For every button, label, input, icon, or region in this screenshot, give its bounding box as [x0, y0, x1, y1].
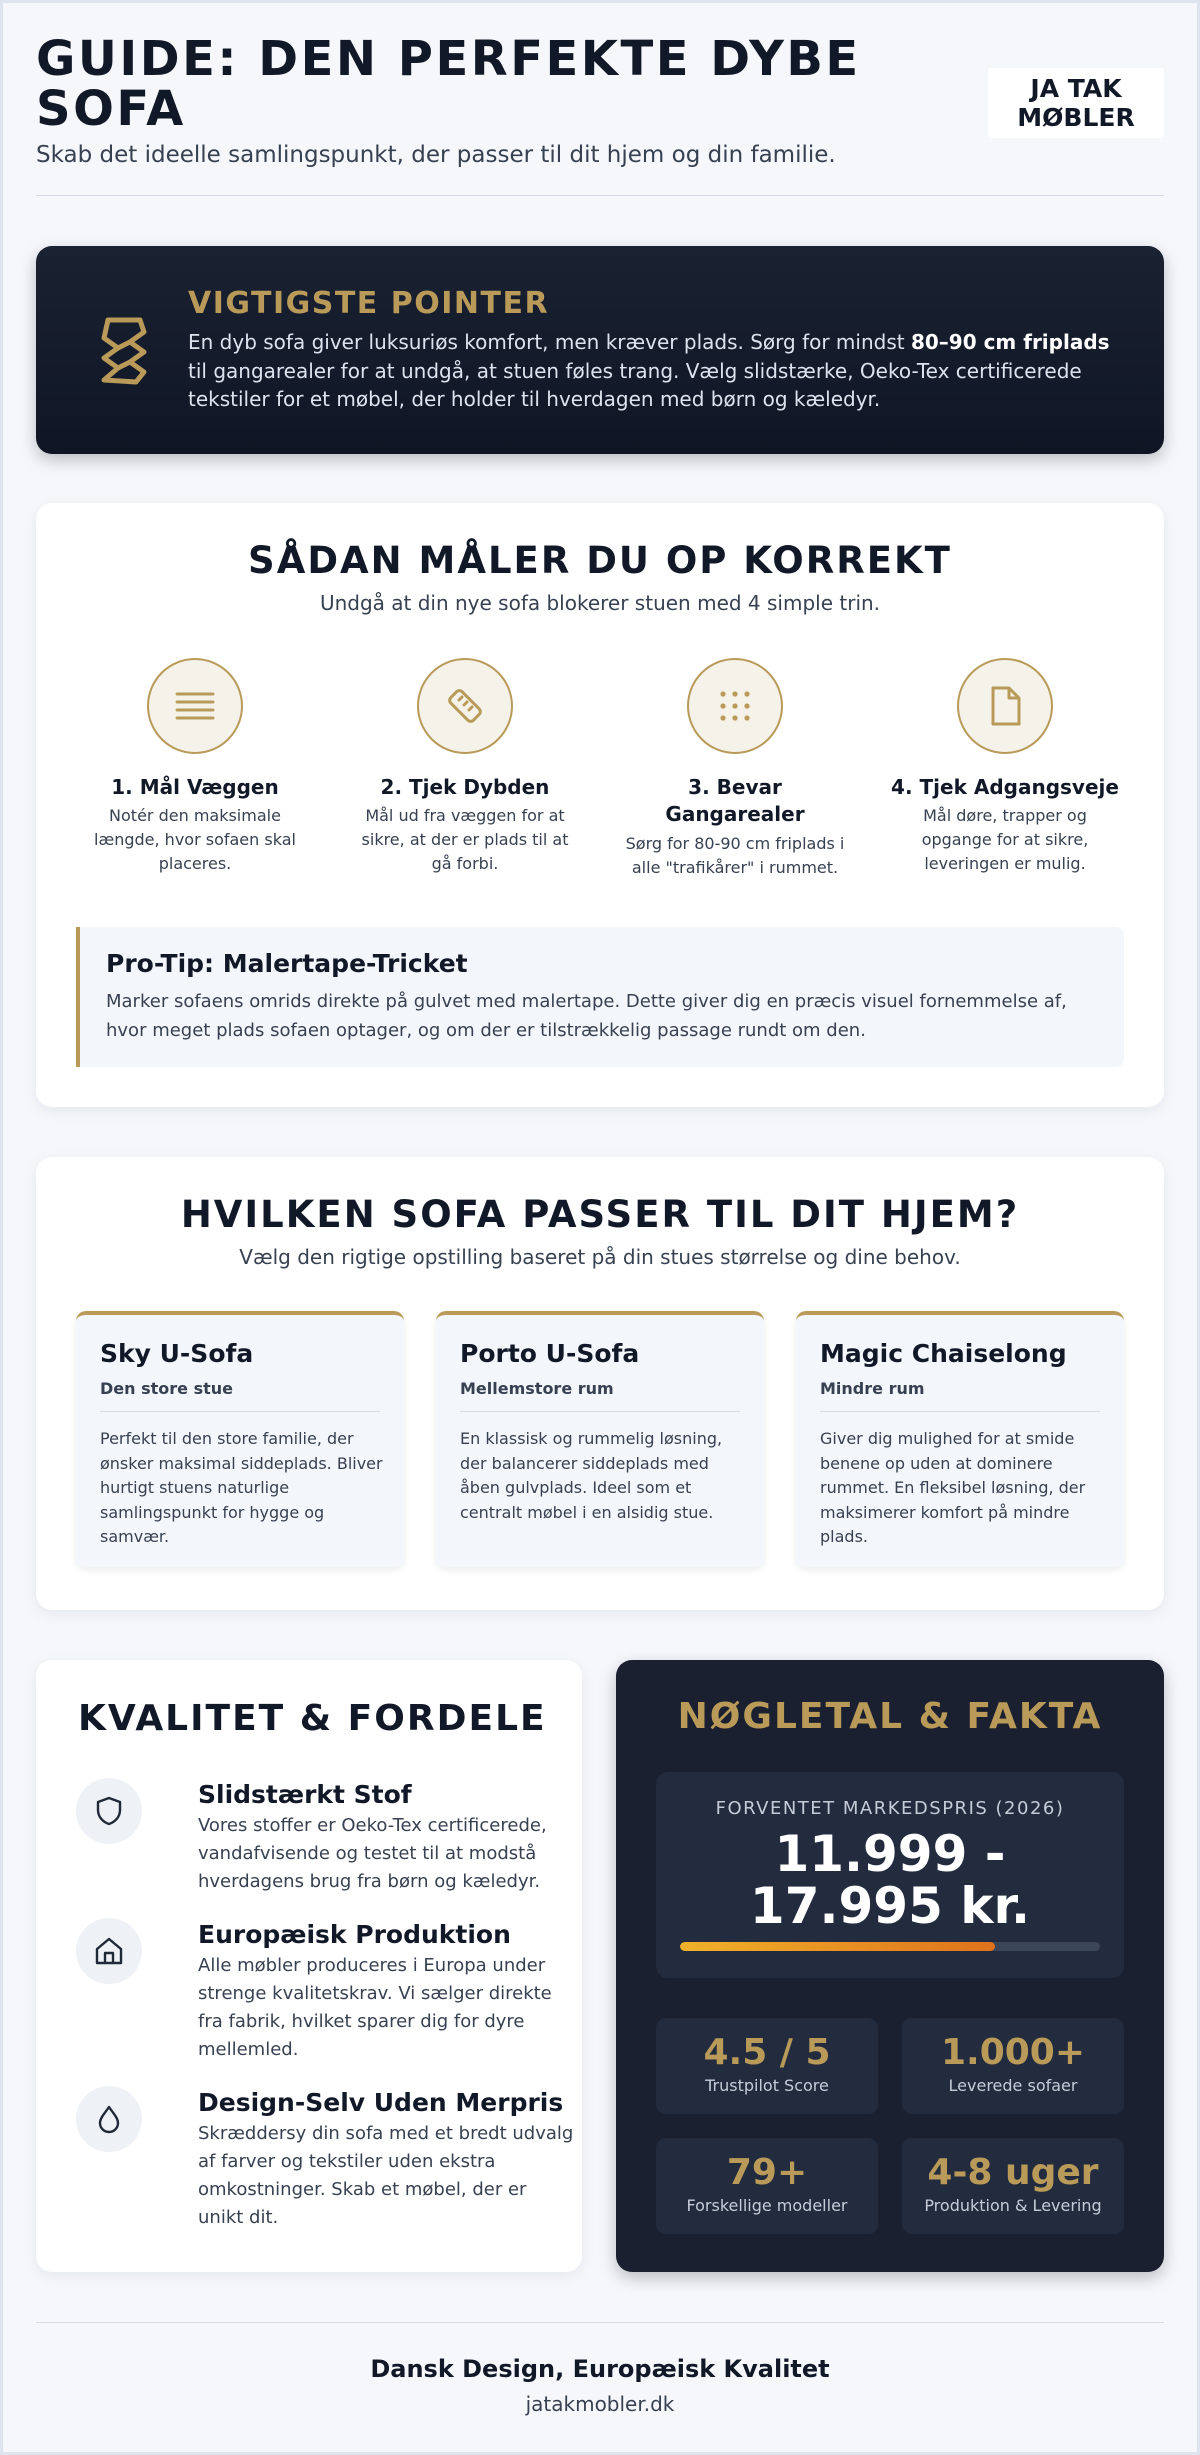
- step-desc: Mål døre, trapper og opgange for at sikre, leveringen er mulig.: [921, 806, 1089, 873]
- step-2: [350, 658, 580, 878]
- key-text-bold: 80–90 cm friplads: [910, 330, 1110, 354]
- price-value: [656, 1825, 1124, 1935]
- price-line-1: 11.999 -: [774, 1825, 1006, 1883]
- stat-value: 4-8 uger: [927, 2152, 1099, 2193]
- sofa-room: Mindre rum: [820, 1379, 925, 1398]
- price-line-2: 17.995 kr.: [749, 1877, 1031, 1935]
- sofa-card-porto[interactable]: [436, 1311, 764, 1567]
- quality-item-title: Design-Selv Uden Merpris: [198, 2088, 564, 2117]
- measure-subtitle: Undgå at din nye sofa blokerer stuen med 4 simple trin.: [319, 591, 881, 615]
- sofa-card-magic[interactable]: [796, 1311, 1124, 1567]
- sofa-name: Sky U-Sofa: [100, 1339, 254, 1368]
- step-desc: Mål ud fra væggen for at sikre, at der er plads til at gå forbi.: [361, 806, 569, 873]
- stat-models: [656, 2138, 878, 2234]
- step-4: [890, 658, 1120, 878]
- sofa-desc: Giver dig mulighed for at smide benene op uden at dominere rummet. En fleksibel løsning, der maksimerer komfort på mindre plads.: [820, 1429, 1086, 1546]
- key-text-part: til gangarealer for at undgå, at stuen føles trang. Vælg slidstærke, Oeko-Tex certificerede tekstiler for et møbel, der holder til hverdagen med børn og kæledyr.: [188, 358, 1082, 411]
- page-title: GUIDE: DEN PERFEKTE DYBE SOFA: [36, 31, 861, 137]
- logo-line-2: MØBLER: [1017, 103, 1135, 132]
- stat-delivery-time: [902, 2138, 1124, 2234]
- step-1: [80, 658, 310, 878]
- footer-title: Dansk Design, Europæisk Kvalitet: [370, 2355, 830, 2383]
- price-bar-fill: [680, 1942, 995, 1951]
- footer-website-link[interactable]: jatakmobler.dk: [525, 2392, 675, 2416]
- sofa-name: Porto U-Sofa: [460, 1339, 640, 1368]
- shield-icon: [76, 1778, 142, 1844]
- step-title: 3. Bevar Gangarealer: [665, 775, 805, 826]
- sofa-name: Magic Chaiselong: [820, 1339, 1067, 1368]
- price-label: FORVENTET MARKEDSPRIS (2026): [715, 1798, 1065, 1819]
- logo-line-1: JA TAK: [1030, 74, 1122, 103]
- sofa-room: Mellemstore rum: [460, 1379, 614, 1398]
- key-points-box: [36, 246, 1164, 454]
- stat-delivered: [902, 2018, 1124, 2114]
- dot-grid-icon: [687, 658, 783, 754]
- divider: [820, 1411, 1100, 1412]
- document-icon: [957, 658, 1053, 754]
- price-box: [656, 1772, 1124, 1978]
- page-subtitle: Skab det ideelle samlingspunkt, der passer til dit hjem og din familie.: [36, 142, 836, 168]
- header: [36, 31, 1164, 196]
- quality-title: KVALITET & FORDELE: [78, 1698, 547, 1739]
- sofa-desc: Perfekt til den store familie, der ønsker maksimal siddeplads. Bliver hurtigt stuens naturlige samlingspunkt for hygge og samvær.: [100, 1429, 383, 1546]
- quality-item-title: Europæisk Produktion: [198, 1920, 511, 1949]
- sofa-section-subtitle: Vælg den rigtige opstilling baseret på din stues størrelse og dine behov.: [239, 1245, 961, 1269]
- quality-item-fabric: [76, 1778, 556, 1898]
- stats-section: [616, 1660, 1164, 2272]
- measure-section: [36, 503, 1164, 1107]
- step-desc: Sørg for 80-90 cm friplads i alle "trafikårer" i rummet.: [625, 834, 845, 877]
- step-3: [620, 658, 850, 888]
- stat-value: 1.000+: [940, 2032, 1086, 2073]
- drop-icon: [76, 2086, 142, 2152]
- divider: [100, 1411, 380, 1412]
- brand-logo[interactable]: [988, 68, 1164, 138]
- lines-icon: [147, 658, 243, 754]
- stat-label: Leverede sofaer: [948, 2076, 1078, 2095]
- stat-value: 79+: [726, 2152, 808, 2193]
- footer-divider: [36, 2322, 1164, 2323]
- sofa-section: [36, 1157, 1164, 1610]
- step-title: 4. Tjek Adgangsveje: [891, 775, 1119, 799]
- sofa-layers-icon: [84, 310, 164, 390]
- pro-tip-text: Marker sofaens omrids direkte på gulvet med malertape. Dette giver dig en præcis visuel fornemmelse af, hvor meget plads sofaen optager, og om der er tilstrækkelig passage rundt om den.: [106, 991, 1067, 1041]
- key-text-part: En dyb sofa giver luksuriøs komfort, men kræver plads. Sørg for mindst: [188, 330, 911, 354]
- quality-section: [36, 1660, 582, 2272]
- stats-title: NØGLETAL & FAKTA: [677, 1696, 1103, 1737]
- stat-value: 4.5 / 5: [703, 2032, 831, 2073]
- pro-tip-title: Pro-Tip: Malertape-Tricket: [106, 949, 468, 978]
- key-points-text: [188, 328, 1118, 414]
- measure-title: SÅDAN MÅLER DU OP KORREKT: [248, 539, 952, 582]
- pro-tip-box: [76, 927, 1124, 1067]
- sofa-room: Den store stue: [100, 1379, 233, 1398]
- stat-label: Produktion & Levering: [924, 2196, 1102, 2215]
- home-icon: [76, 1918, 142, 1984]
- quality-item-text: Skræddersy din sofa med et bredt udvalg af farver og tekstiler uden ekstra omkostninger. Skab et møbel, der er unikt dit.: [198, 2123, 574, 2228]
- quality-item-text: Vores stoffer er Oeko-Tex certificerede, vandafvisende og testet til at modstå hverdagens brug fra børn og kæledyr.: [198, 1815, 547, 1892]
- sofa-section-title: HVILKEN SOFA PASSER TIL DIT HJEM?: [180, 1193, 1020, 1236]
- step-desc: Notér den maksimale længde, hvor sofaen skal placeres.: [94, 806, 296, 873]
- sofa-desc: En klassisk og rummelig løsning, der balancerer siddeplads med åben gulvplads. Ideel som et centralt møbel i en alsidig stue.: [460, 1429, 723, 1522]
- tape-measure-icon: [417, 658, 513, 754]
- sofa-card-sky[interactable]: [76, 1311, 404, 1567]
- quality-item-text: Alle møbler produceres i Europa under strenge kvalitetskrav. Vi sælger direkte fra fabrik, hvilket sparer dig for dyre mellemled.: [198, 1955, 552, 2060]
- key-points-title: VIGTIGSTE POINTER: [188, 286, 550, 321]
- stat-trustpilot: [656, 2018, 878, 2114]
- quality-item-design: [76, 2086, 574, 2236]
- quality-item-production: [76, 1918, 556, 2068]
- price-bar-track: [680, 1942, 1100, 1951]
- stat-label: Forskellige modeller: [686, 2196, 848, 2215]
- step-title: 2. Tjek Dybden: [380, 775, 550, 799]
- divider: [460, 1411, 740, 1412]
- quality-item-title: Slidstærkt Stof: [198, 1780, 412, 1809]
- step-title: 1. Mål Væggen: [111, 775, 279, 799]
- stat-label: Trustpilot Score: [705, 2076, 829, 2095]
